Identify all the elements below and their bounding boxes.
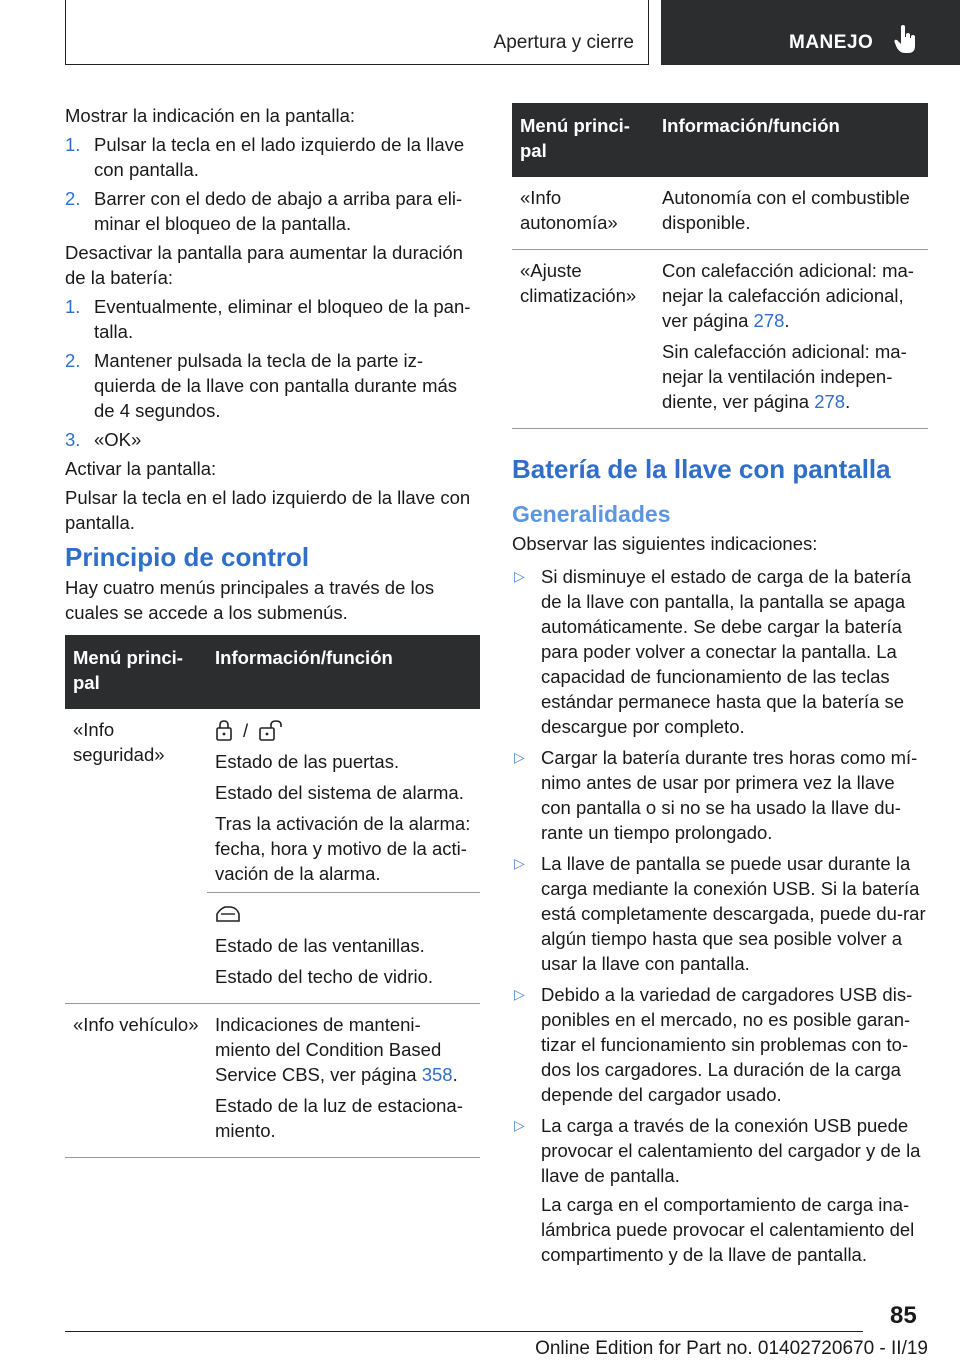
text: Indicaciones de manteni‐miento del Condition Based Service CBS, ver página: [215, 1014, 442, 1085]
menu-info: [654, 177, 928, 250]
info-alarm-activation: Tras la activación de la alarma: fecha, hora y motivo de la acti‐vación de la alarma.: [215, 813, 471, 884]
step-text: Pulsar la tecla en el lado izquierdo de la llave con pantalla.: [94, 134, 465, 180]
table-row: [65, 1004, 480, 1158]
icon-separator: /: [243, 719, 249, 741]
menu-name: «Ajuste climatización»: [512, 250, 654, 429]
step-text: Eventualmente, eliminar el bloqueo de la pan‐talla.: [94, 296, 471, 342]
list-item: [512, 745, 928, 845]
step-text: Mantener pulsada la tecla de la parte iz‐quierda de la llave con pantalla durante más de 4 segundos.: [94, 350, 458, 421]
left-column: [65, 103, 480, 1158]
menu-name: «Info vehículo»: [65, 1004, 207, 1158]
list-item: [65, 427, 480, 452]
step-number: 1.: [65, 134, 81, 155]
bullet-text: Cargar la batería durante tres horas como mí‐nimo antes de usar por primera vez la llave con pantalla o si no se ha usado la llave du‐rante un tiempo prolongado.: [541, 747, 918, 843]
intro-deactivate-display: Desactivar la pantalla para aumentar la duración de la batería:: [65, 242, 463, 288]
text: .: [784, 310, 790, 331]
bullet-triangle-icon: ▷: [514, 855, 525, 871]
table-row: [512, 250, 928, 429]
list-item: [65, 186, 480, 236]
bullet-triangle-icon: ▷: [514, 568, 525, 584]
table-header-menu: Menú princi‐pal: [65, 635, 207, 709]
header-section-tab: [65, 0, 649, 65]
lock-open-icon: [258, 719, 288, 741]
list-item: [512, 851, 928, 976]
header-chapter-title: MANEJO: [789, 32, 874, 53]
hand-pointer-icon: [894, 24, 916, 54]
step-text: «OK»: [94, 429, 142, 450]
activate-instruction: Pulsar la tecla en el lado izquierdo de la llave con pantalla.: [65, 487, 471, 533]
text: .: [452, 1064, 458, 1085]
section-heading-control: Principio de control: [65, 542, 310, 572]
menu-table-right: [512, 103, 928, 429]
row-divider: [207, 892, 480, 893]
menu-name: «Info seguridad»: [65, 709, 207, 1004]
intro-show-display: Mostrar la indicación en la pantalla:: [65, 105, 355, 126]
section-heading-battery: Batería de la llave con pantalla: [512, 454, 891, 484]
info-maintenance: [215, 1012, 472, 1087]
page-number: 85: [890, 1302, 917, 1329]
text: Con calefacción adicional: ma‐nejar la calefacción adicional, ver página: [662, 260, 914, 331]
bullet-text: La llave de pantalla se puede usar durante la carga mediante la conexión USB. Si la batería está completamente descargada, puede du‐rar algún tiempo hasta que sea posible volver a usar la llave con pantalla.: [541, 853, 926, 974]
menu-name: «Info autonomía»: [512, 177, 654, 250]
header-section-title: Apertura y cierre: [493, 32, 634, 53]
list-item: [512, 564, 928, 739]
info-aux-heating: [662, 258, 920, 333]
header-chapter-tab: [661, 0, 960, 65]
info-windows: Estado de las ventanillas.: [215, 935, 425, 956]
list-item: [512, 982, 928, 1107]
step-number: 2.: [65, 350, 81, 371]
subheading-general: Generalidades: [512, 501, 671, 527]
bullet-triangle-icon: ▷: [514, 986, 525, 1002]
info-range: Autonomía con el combustible disponible.: [662, 187, 910, 233]
general-intro: Observar las siguientes indicaciones:: [512, 533, 818, 554]
bullet-triangle-icon: ▷: [514, 749, 525, 765]
menu-info: [654, 250, 928, 429]
list-item: [65, 348, 480, 423]
text: Sin calefacción adicional: ma‐nejar la ventilación indepen‐diente, ver página: [662, 341, 907, 412]
car-window-icon: [215, 904, 241, 924]
step-number: 3.: [65, 429, 81, 450]
bullet-triangle-icon: ▷: [514, 1117, 525, 1133]
step-text: Barrer con el dedo de abajo a arriba para eli‐minar el bloqueo de la pantalla.: [94, 188, 463, 234]
bullet-text: Debido a la variedad de cargadores USB dis‐ponibles en el mercado, no es posible garan‐tizar el funcionamiento sin problemas con to‐dos los cargadores. La duración de la carga depende del cargador usado.: [541, 984, 913, 1105]
info-doors: Estado de las puertas.: [215, 751, 400, 772]
info-ventilation: [662, 339, 920, 414]
step-number: 2.: [65, 188, 81, 209]
page-link[interactable]: 278: [814, 391, 846, 412]
table-header-info: Información/función: [654, 103, 928, 177]
table-header-menu: Menú princi‐pal: [512, 103, 654, 177]
info-glass-roof: Estado del techo de vidrio.: [215, 966, 434, 987]
info-alarm: Estado del sistema de alarma.: [215, 782, 464, 803]
right-column: [512, 103, 928, 1273]
table-row: [512, 177, 928, 250]
menu-table-left: [65, 635, 480, 1158]
menu-info: [207, 1004, 480, 1158]
bullet-text: Si disminuye el estado de carga de la batería de la llave con pantalla, la pantalla se apaga automáticamente. Se debe cargar la batería para poder volver a conectar la pantalla. La capacidad de funcionamiento de las teclas estándar permanece hasta que la batería se descargue por completo.: [541, 566, 912, 737]
menu-info: [207, 709, 480, 1004]
page-link[interactable]: 358: [421, 1064, 453, 1085]
text: .: [845, 391, 851, 412]
step-number: 1.: [65, 296, 81, 317]
list-item: [512, 1113, 928, 1267]
footer-edition: Online Edition for Part no. 01402720670 - II/19: [535, 1338, 928, 1359]
info-parking-light: Estado de la luz de estaciona‐miento.: [215, 1095, 463, 1141]
bullet-text-extra: La carga en el comportamiento de carga ina‐lámbrica puede provocar el calentamiento del compartimento y de la llave de pantalla.: [541, 1194, 915, 1265]
footer-divider: [65, 1331, 863, 1332]
table-header-info: Información/función: [207, 635, 480, 709]
control-description: Hay cuatro menús principales a través de los cuales se accede a los submenús.: [65, 577, 435, 623]
table-row: [65, 709, 480, 1004]
intro-activate-display: Activar la pantalla:: [65, 458, 217, 479]
list-item: [65, 132, 480, 182]
page-link[interactable]: 278: [753, 310, 785, 331]
lock-closed-icon: [215, 719, 233, 741]
bullet-text: La carga a través de la conexión USB puede provocar el calentamiento del cargador y de la llave de pantalla.: [541, 1115, 921, 1186]
list-item: [65, 294, 480, 344]
